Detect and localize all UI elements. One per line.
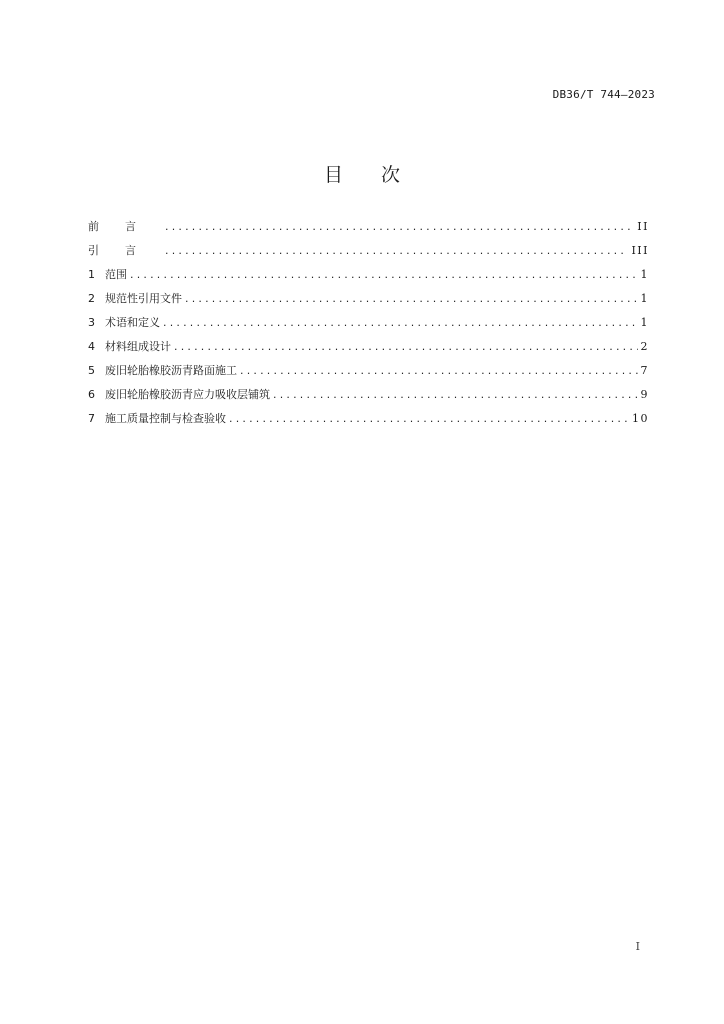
toc-entry-label: 废旧轮胎橡胶沥青路面施工 bbox=[105, 364, 237, 377]
toc-entry-page: III bbox=[631, 244, 649, 257]
toc-entry-5[interactable] bbox=[88, 362, 649, 386]
toc-entry-number: 5 bbox=[88, 364, 95, 377]
toc-entry-label: 废旧轮胎橡胶沥青应力吸收层铺筑 bbox=[105, 388, 270, 401]
toc-title-char-2: 次 bbox=[381, 164, 401, 186]
toc-leader-dots bbox=[240, 364, 638, 377]
toc-leader-dots bbox=[130, 268, 638, 281]
toc-entry-label: 范围 bbox=[105, 268, 127, 281]
toc-entry-page: 2 bbox=[640, 340, 649, 353]
toc-entry-label: 术语和定义 bbox=[105, 316, 160, 329]
toc-entry-page: 1 bbox=[640, 268, 649, 281]
toc-entry-label: 施工质量控制与检查验收 bbox=[105, 412, 226, 425]
toc-entry-page: 1 bbox=[640, 316, 649, 329]
table-of-contents bbox=[88, 218, 649, 434]
toc-entry-number: 2 bbox=[88, 292, 95, 305]
toc-entry-4[interactable] bbox=[88, 338, 649, 362]
toc-entry-page: 9 bbox=[640, 388, 649, 401]
toc-title-char-1: 目 bbox=[323, 164, 343, 186]
toc-entry-page: 10 bbox=[632, 412, 649, 425]
toc-entry-introduction[interactable] bbox=[88, 242, 649, 266]
toc-entry-2[interactable] bbox=[88, 290, 649, 314]
toc-entry-7[interactable] bbox=[88, 410, 649, 434]
toc-entry-page: 1 bbox=[640, 292, 649, 305]
toc-entry-number: 6 bbox=[88, 388, 95, 401]
toc-entry-number: 7 bbox=[88, 412, 95, 425]
toc-title bbox=[0, 160, 724, 187]
toc-leader-dots bbox=[163, 316, 638, 329]
toc-entry-label: 材料组成设计 bbox=[105, 340, 171, 353]
toc-entry-6[interactable] bbox=[88, 386, 649, 410]
toc-leader-dots bbox=[273, 388, 638, 401]
toc-leader-dots bbox=[165, 220, 634, 233]
document-code: DB36/T 744—2023 bbox=[552, 88, 655, 101]
page-number: I bbox=[635, 940, 640, 953]
toc-leader-dots bbox=[165, 244, 628, 257]
toc-entry-3[interactable] bbox=[88, 314, 649, 338]
toc-leader-dots bbox=[174, 340, 638, 353]
toc-entry-1[interactable] bbox=[88, 266, 649, 290]
toc-entry-page: 7 bbox=[640, 364, 649, 377]
toc-entry-page: II bbox=[637, 220, 649, 233]
toc-entry-number: 1 bbox=[88, 268, 95, 281]
toc-leader-dots bbox=[185, 292, 638, 305]
toc-entry-label: 规范性引用文件 bbox=[105, 292, 182, 305]
toc-entry-number: 4 bbox=[88, 340, 95, 353]
toc-leader-dots bbox=[229, 412, 629, 425]
toc-entry-number: 3 bbox=[88, 316, 95, 329]
toc-entry-foreword[interactable] bbox=[88, 218, 649, 242]
toc-entry-label: 前言 bbox=[88, 220, 162, 233]
toc-entry-label: 引言 bbox=[88, 244, 162, 257]
